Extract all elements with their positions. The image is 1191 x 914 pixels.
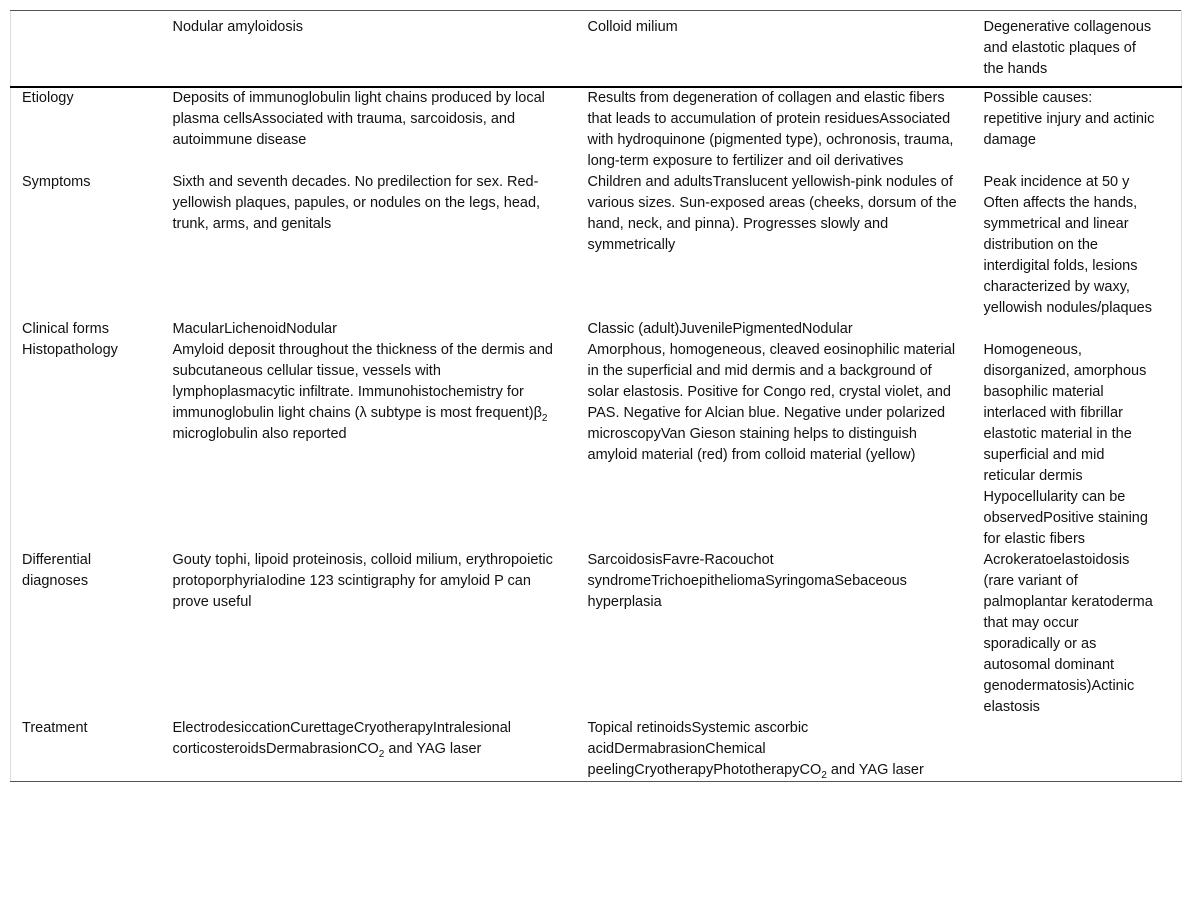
cell-text: Topical retinoidsSystemic ascorbic acidDermabrasionChemical peelingCryotherapyPhototherapyCO bbox=[587, 720, 822, 778]
comparison-table-container bbox=[10, 10, 1181, 782]
cell-text: Deposits of immunoglobulin light chains produced by local plasma cellsAssociated with trauma, sarcoidosis, and autoimmune disease bbox=[172, 90, 545, 148]
cell-text-after: and YAG laser bbox=[384, 741, 482, 757]
table-row bbox=[11, 172, 1182, 319]
cell-text: Children and adultsTranslucent yellowish-pink nodules of various sizes. Sun-exposed areas (cheeks, dorsum of the hand, neck, and pinna). Progresses slowly and symmetrically bbox=[587, 174, 957, 253]
cell-text: Gouty tophi, lipoid proteinosis, colloid milium, erythropoietic protoporphyriaIodine 123 scintigraphy for amyloid P can prove useful bbox=[172, 552, 553, 610]
header-colloid-milium: Colloid milium bbox=[587, 19, 678, 35]
cell-subscript: 2 bbox=[821, 769, 827, 781]
table-cell bbox=[162, 340, 577, 550]
table-cell bbox=[162, 718, 577, 782]
table-row bbox=[11, 87, 1182, 172]
table-cell bbox=[162, 172, 577, 319]
table-cell bbox=[973, 87, 1182, 172]
table-cell bbox=[577, 87, 973, 172]
header-degenerative-plaques: Degenerative collagenous and elastotic plaques of the hands bbox=[983, 19, 1152, 77]
table-cell bbox=[973, 550, 1182, 718]
table-row bbox=[11, 319, 1182, 340]
table-row bbox=[11, 340, 1182, 550]
row-label: Etiology bbox=[22, 90, 74, 106]
cell-text: Results from degeneration of collagen and elastic fibers that leads to accumulation of protein residuesAssociated with hydroquinone (pigmented type), ochronosis, trauma, long-term exposure to fertilizer and oil derivatives bbox=[587, 90, 954, 169]
header-nodular-amyloidosis: Nodular amyloidosis bbox=[172, 19, 304, 35]
cell-text: ElectrodesiccationCurettageCryotherapyIntralesional corticosteroidsDermabrasionCO bbox=[172, 720, 512, 757]
table-row bbox=[11, 550, 1182, 718]
cell-text: Amyloid deposit throughout the thickness of the dermis and subcutaneous cellular tissue, vessels with lymphoplasmacytic infiltrate. Immunohistochemistry for immunoglobulin light chains (λ subtype is most frequent)β bbox=[172, 342, 553, 421]
table-cell bbox=[577, 718, 973, 782]
table-cell bbox=[162, 319, 577, 340]
cell-subscript: 2 bbox=[541, 412, 548, 424]
row-label: Treatment bbox=[22, 720, 88, 736]
cell-text: SarcoidosisFavre-Racouchot syndromeTrichoepitheliomaSyringomaSebaceous hyperplasia bbox=[587, 552, 907, 610]
table-cell bbox=[973, 319, 1182, 340]
comparison-table bbox=[10, 10, 1182, 782]
cell-text-after: microglobulin also reported bbox=[172, 426, 347, 442]
table-row bbox=[11, 718, 1182, 782]
table-cell bbox=[973, 340, 1182, 550]
table-cell bbox=[577, 550, 973, 718]
header-row bbox=[11, 11, 1182, 88]
table-cell bbox=[577, 172, 973, 319]
cell-text: Sixth and seventh decades. No predilection for sex. Red-yellowish plaques, papules, or nodules on the legs, head, trunk, arms, and genitals bbox=[172, 174, 541, 232]
row-label: Clinical forms bbox=[22, 321, 110, 337]
table-cell bbox=[577, 340, 973, 550]
table-cell bbox=[162, 550, 577, 718]
cell-text-after: and YAG laser bbox=[826, 762, 924, 778]
table-cell bbox=[162, 87, 577, 172]
row-label: Symptoms bbox=[22, 174, 91, 190]
row-label: Histopathology bbox=[22, 342, 118, 358]
cell-text: Amorphous, homogeneous, cleaved eosinophilic material in the superficial and mid dermis and a background of solar elastosis. Positive for Congo red, crystal violet, and PAS. Negative for Alcian blue. Negative under polarized microscopyVan Gieson staining helps to distinguish amyloid material (red) from colloid material (yellow) bbox=[587, 342, 956, 463]
row-label: Differential diagnoses bbox=[22, 552, 92, 589]
table-cell bbox=[973, 172, 1182, 319]
header-empty bbox=[11, 11, 162, 88]
table-cell bbox=[577, 319, 973, 340]
cell-text: Peak incidence at 50 y Often affects the hands, symmetrical and linear distribution on the interdigital folds, lesions characterized by waxy, yellowish nodules/plaques bbox=[983, 174, 1152, 316]
cell-text: Homogeneous, disorganized, amorphous basophilic material interlaced with fibrillar elastotic material in the superficial and mid reticular dermis Hypocellularity can be observedPositive staining for elastic fibers bbox=[983, 342, 1148, 547]
cell-text: Acrokeratoelastoidosis (rare variant of palmoplantar keratoderma that may occur sporadically or as autosomal dominant genodermatosis)Actinic elastosis bbox=[983, 552, 1153, 715]
cell-text: Possible causes: repetitive injury and actinic damage bbox=[983, 90, 1155, 148]
cell-subscript: 2 bbox=[378, 748, 385, 760]
cell-text: Classic (adult)JuvenilePigmentedNodular bbox=[587, 321, 853, 337]
cell-text: MacularLichenoidNodular bbox=[172, 321, 337, 337]
table-cell bbox=[973, 718, 1182, 782]
